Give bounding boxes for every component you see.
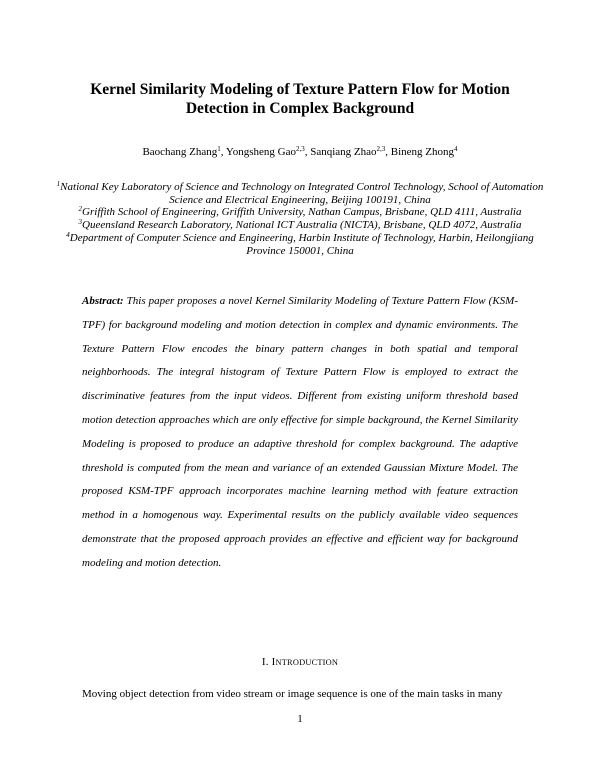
affiliation-mark: 4: [66, 230, 70, 239]
affiliation: [55, 232, 545, 257]
author-affil-mark: 1: [217, 145, 221, 153]
affiliation-mark: 3: [78, 218, 83, 227]
affiliation: [55, 181, 545, 206]
author-affil-mark: 2,3: [295, 145, 305, 153]
author-affil-mark: 4: [454, 145, 458, 153]
affiliation-text: Queensland Research Laboratory, National ICT Australia (NICTA), Brisbane, QLD 4072, Australia: [82, 219, 522, 232]
affiliation-text: Griffith School of Engineering, Griffith University, Nathan Campus, Brisbane, QLD 4111, Australia: [82, 206, 522, 219]
author-separator: ,: [304, 146, 311, 158]
section-number: I.: [261, 656, 269, 668]
author-affil-mark: 2,3: [376, 145, 386, 153]
author-list: [60, 145, 540, 159]
author-separator: ,: [385, 146, 391, 158]
author-name: Bineng Zhong: [390, 146, 455, 158]
abstract-text: This paper proposes a novel Kernel Similarity Modeling of Texture Pattern Flow (KSM-TPF) for background modeling and motion detection in complex and dynamic environments. The Texture Pattern Flow encodes the binary pattern changes in both spatial and temporal neighborhoods. The integral histogram of Texture Pattern Flow is employed to extract the discriminative features from the input videos. Different from existing uniform threshold based motion detection approaches which are only effective for simple background, the Kernel Similarity Modeling is proposed to produce an adaptive threshold for complex background. The adaptive threshold is computed from the mean and variance of an extended Gaussian Mixture Model. The proposed KSM-TPF approach incorporates machine learning method with feature extraction method in a homogenous way. Experimental results on the publicly available video sequences demonstrate that the proposed approach provides an effective and efficient way for background modeling and motion detection.: [82, 295, 518, 569]
intro-paragraph: Moving object detection from video stream or image sequence is one of the main tasks in many: [82, 688, 503, 700]
author-name: Baochang Zhang: [142, 146, 218, 158]
affiliation-mark: 2: [78, 205, 83, 214]
abstract: [82, 290, 518, 576]
section-title-initial: I: [271, 656, 276, 668]
affiliation-text: Department of Computer Science and Engineering, Harbin Institute of Technology, Harbin, Heilongjiang Province 150001, China: [69, 231, 534, 257]
affiliation-text: National Key Laboratory of Science and Technology on Integrated Control Technology, School of Automation Science and Electrical Engineering, Beijing 100191, China: [60, 181, 544, 206]
author-name: Sanqiang Zhao: [310, 146, 377, 158]
section-title-rest: NTRODUCTION: [275, 658, 339, 667]
author-separator: ,: [220, 146, 226, 158]
abstract-label: Abstract:: [82, 295, 124, 307]
affiliation: [55, 206, 545, 219]
paper-title: Kernel Similarity Modeling of Texture Pattern Flow for Motion Detection in Complex Background: [90, 81, 510, 117]
affiliation-list: [55, 181, 545, 257]
author-name: Yongsheng Gao: [225, 146, 296, 158]
section-heading: [60, 656, 540, 668]
affiliation: [55, 219, 545, 232]
affiliation-mark: 1: [56, 180, 61, 188]
page-number: 1: [297, 713, 303, 725]
